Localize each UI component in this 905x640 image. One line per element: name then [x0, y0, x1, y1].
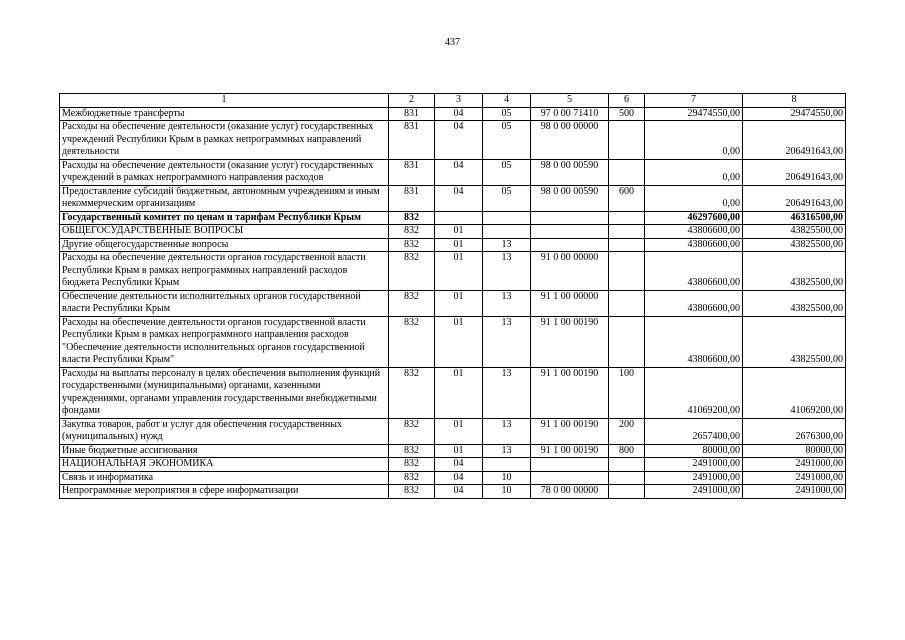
- row-expense-type-cell: [609, 211, 645, 225]
- row-expense-type-cell: [609, 225, 645, 239]
- table-row: [60, 458, 846, 472]
- row-expense-type-cell: 800: [609, 444, 645, 458]
- row-ministry-code-cell: 831: [389, 107, 435, 121]
- row-ministry-code-cell: 831: [389, 159, 435, 185]
- table-row: [60, 418, 846, 444]
- row-subsection-cell: 13: [483, 290, 531, 316]
- row-subsection-cell: [483, 225, 531, 239]
- row-amount-year2-cell: 29474550,00: [743, 107, 846, 121]
- row-ministry-code-cell: 832: [389, 211, 435, 225]
- row-amount-year2-cell: 206491643,00: [743, 121, 846, 160]
- table-row: [60, 211, 846, 225]
- row-name-cell: Расходы на обеспечение деятельности (оказание услуг) государственных учреждений в рамках непрограммного направления расходов: [60, 159, 389, 185]
- row-amount-year1-cell: 2491000,00: [645, 485, 743, 499]
- row-name-cell: Расходы на обеспечение деятельности органов государственной власти Республики Крым в рамках непрограммных направлений расходов бюджета Республики Крым: [60, 252, 389, 291]
- header-cell: 7: [645, 94, 743, 108]
- header-cell: 6: [609, 94, 645, 108]
- table-row: [60, 159, 846, 185]
- row-amount-year1-cell: 29474550,00: [645, 107, 743, 121]
- row-subsection-cell: 13: [483, 418, 531, 444]
- table-row: [60, 367, 846, 418]
- row-section-cell: 01: [435, 252, 483, 291]
- row-section-cell: 04: [435, 471, 483, 485]
- row-ministry-code-cell: 831: [389, 121, 435, 160]
- row-subsection-cell: 13: [483, 238, 531, 252]
- row-section-cell: 01: [435, 316, 483, 367]
- row-amount-year1-cell: 46297600,00: [645, 211, 743, 225]
- row-ministry-code-cell: 831: [389, 185, 435, 211]
- row-name-cell: Межбюджетные трансферты: [60, 107, 389, 121]
- row-amount-year2-cell: 206491643,00: [743, 185, 846, 211]
- row-target-article-cell: 98 0 00 00590: [531, 159, 609, 185]
- row-ministry-code-cell: 832: [389, 458, 435, 472]
- row-subsection-cell: [483, 458, 531, 472]
- row-amount-year1-cell: 2657400,00: [645, 418, 743, 444]
- row-ministry-code-cell: 832: [389, 238, 435, 252]
- row-subsection-cell: [483, 211, 531, 225]
- row-name-cell: Обеспечение деятельности исполнительных органов государственной власти Республики Крым: [60, 290, 389, 316]
- row-section-cell: 01: [435, 444, 483, 458]
- row-section-cell: 04: [435, 185, 483, 211]
- row-target-article-cell: 91 1 00 00190: [531, 316, 609, 367]
- row-amount-year2-cell: 43825500,00: [743, 290, 846, 316]
- row-expense-type-cell: [609, 471, 645, 485]
- row-expense-type-cell: 500: [609, 107, 645, 121]
- row-amount-year1-cell: 43806600,00: [645, 225, 743, 239]
- row-target-article-cell: [531, 471, 609, 485]
- row-subsection-cell: 05: [483, 121, 531, 160]
- row-target-article-cell: [531, 238, 609, 252]
- row-ministry-code-cell: 832: [389, 471, 435, 485]
- table-header-row: [60, 94, 846, 108]
- row-target-article-cell: 97 0 00 71410: [531, 107, 609, 121]
- row-section-cell: [435, 211, 483, 225]
- row-target-article-cell: 78 0 00 00000: [531, 485, 609, 499]
- row-target-article-cell: 91 1 00 00190: [531, 418, 609, 444]
- row-expense-type-cell: [609, 458, 645, 472]
- row-amount-year2-cell: 2491000,00: [743, 458, 846, 472]
- row-target-article-cell: [531, 211, 609, 225]
- row-expense-type-cell: [609, 485, 645, 499]
- row-expense-type-cell: [609, 238, 645, 252]
- row-amount-year2-cell: 43825500,00: [743, 225, 846, 239]
- row-ministry-code-cell: 832: [389, 252, 435, 291]
- table-row: [60, 225, 846, 239]
- row-amount-year1-cell: 2491000,00: [645, 458, 743, 472]
- header-cell: 2: [389, 94, 435, 108]
- row-amount-year2-cell: 46316500,00: [743, 211, 846, 225]
- row-amount-year1-cell: 43806600,00: [645, 238, 743, 252]
- row-target-article-cell: 91 0 00 00000: [531, 252, 609, 291]
- row-amount-year1-cell: 0,00: [645, 185, 743, 211]
- row-name-cell: Государственный комитет по ценам и тарифам Республики Крым: [60, 211, 389, 225]
- row-expense-type-cell: [609, 316, 645, 367]
- row-subsection-cell: 05: [483, 185, 531, 211]
- row-section-cell: 01: [435, 290, 483, 316]
- row-subsection-cell: 13: [483, 252, 531, 291]
- row-amount-year1-cell: 0,00: [645, 121, 743, 160]
- row-target-article-cell: [531, 458, 609, 472]
- row-subsection-cell: 13: [483, 316, 531, 367]
- row-subsection-cell: 13: [483, 367, 531, 418]
- row-subsection-cell: 13: [483, 444, 531, 458]
- row-ministry-code-cell: 832: [389, 367, 435, 418]
- row-amount-year1-cell: 80000,00: [645, 444, 743, 458]
- row-amount-year1-cell: 43806600,00: [645, 316, 743, 367]
- row-expense-type-cell: [609, 121, 645, 160]
- row-ministry-code-cell: 832: [389, 485, 435, 499]
- row-name-cell: Расходы на обеспечение деятельности органов государственной власти Республики Крым в рамках непрограммного направления расходов "Обеспечение деятельности исполнительных органов государственной власти Республики Крым": [60, 316, 389, 367]
- row-target-article-cell: [531, 225, 609, 239]
- row-amount-year2-cell: 41069200,00: [743, 367, 846, 418]
- row-amount-year1-cell: 0,00: [645, 159, 743, 185]
- row-section-cell: 01: [435, 238, 483, 252]
- row-section-cell: 04: [435, 107, 483, 121]
- table-row: [60, 471, 846, 485]
- row-expense-type-cell: 600: [609, 185, 645, 211]
- row-subsection-cell: 05: [483, 159, 531, 185]
- row-target-article-cell: 91 1 00 00000: [531, 290, 609, 316]
- page-number: 437: [445, 37, 460, 48]
- row-expense-type-cell: [609, 252, 645, 291]
- header-cell: 8: [743, 94, 846, 108]
- row-amount-year2-cell: 206491643,00: [743, 159, 846, 185]
- row-amount-year2-cell: 43825500,00: [743, 316, 846, 367]
- row-amount-year1-cell: 41069200,00: [645, 367, 743, 418]
- row-name-cell: Непрограммные мероприятия в сфере информатизации: [60, 485, 389, 499]
- row-name-cell: ОБЩЕГОСУДАРСТВЕННЫЕ ВОПРОСЫ: [60, 225, 389, 239]
- row-subsection-cell: 05: [483, 107, 531, 121]
- row-amount-year2-cell: 43825500,00: [743, 238, 846, 252]
- row-name-cell: Связь и информатика: [60, 471, 389, 485]
- row-ministry-code-cell: 832: [389, 418, 435, 444]
- row-ministry-code-cell: 832: [389, 444, 435, 458]
- row-ministry-code-cell: 832: [389, 316, 435, 367]
- table-row: [60, 444, 846, 458]
- table-row: [60, 238, 846, 252]
- table-row: [60, 252, 846, 291]
- row-ministry-code-cell: 832: [389, 290, 435, 316]
- row-amount-year1-cell: 2491000,00: [645, 471, 743, 485]
- header-cell: 1: [60, 94, 389, 108]
- row-subsection-cell: 10: [483, 471, 531, 485]
- row-amount-year1-cell: 43806600,00: [645, 290, 743, 316]
- table-body: [60, 94, 846, 499]
- table-row: [60, 316, 846, 367]
- row-name-cell: Предоставление субсидий бюджетным, автономным учреждениям и иным некоммерческим организациям: [60, 185, 389, 211]
- row-expense-type-cell: 200: [609, 418, 645, 444]
- row-target-article-cell: 98 0 00 00590: [531, 185, 609, 211]
- row-name-cell: НАЦИОНАЛЬНАЯ ЭКОНОМИКА: [60, 458, 389, 472]
- row-name-cell: Другие общегосударственные вопросы: [60, 238, 389, 252]
- table-row: [60, 485, 846, 499]
- row-target-article-cell: 98 0 00 00000: [531, 121, 609, 160]
- row-amount-year2-cell: 43825500,00: [743, 252, 846, 291]
- row-amount-year2-cell: 2491000,00: [743, 471, 846, 485]
- row-section-cell: 01: [435, 367, 483, 418]
- row-amount-year2-cell: 2491000,00: [743, 485, 846, 499]
- budget-table: [59, 93, 846, 499]
- row-amount-year2-cell: 80000,00: [743, 444, 846, 458]
- row-section-cell: 04: [435, 485, 483, 499]
- row-name-cell: Закупка товаров, работ и услуг для обеспечения государственных (муниципальных) нужд: [60, 418, 389, 444]
- header-cell: 4: [483, 94, 531, 108]
- table-row: [60, 185, 846, 211]
- table-row: [60, 107, 846, 121]
- header-cell: 5: [531, 94, 609, 108]
- row-name-cell: Расходы на выплаты персоналу в целях обеспечения выполнения функций государственными (муниципальными) органами, казенными учреждениями, органами управления государственными внебюджетными фондами: [60, 367, 389, 418]
- row-name-cell: Иные бюджетные ассигнования: [60, 444, 389, 458]
- row-section-cell: 04: [435, 159, 483, 185]
- table-row: [60, 290, 846, 316]
- row-amount-year1-cell: 43806600,00: [645, 252, 743, 291]
- row-subsection-cell: 10: [483, 485, 531, 499]
- row-section-cell: 01: [435, 225, 483, 239]
- row-section-cell: 01: [435, 418, 483, 444]
- row-section-cell: 04: [435, 458, 483, 472]
- row-section-cell: 04: [435, 121, 483, 160]
- row-target-article-cell: 91 1 00 00190: [531, 444, 609, 458]
- row-ministry-code-cell: 832: [389, 225, 435, 239]
- header-cell: 3: [435, 94, 483, 108]
- row-expense-type-cell: [609, 290, 645, 316]
- row-amount-year2-cell: 2676300,00: [743, 418, 846, 444]
- row-target-article-cell: 91 1 00 00190: [531, 367, 609, 418]
- row-expense-type-cell: [609, 159, 645, 185]
- table-row: [60, 121, 846, 160]
- row-name-cell: Расходы на обеспечение деятельности (оказание услуг) государственных учреждений Республики Крым в рамках непрограммных направлений деятельности: [60, 121, 389, 160]
- row-expense-type-cell: 100: [609, 367, 645, 418]
